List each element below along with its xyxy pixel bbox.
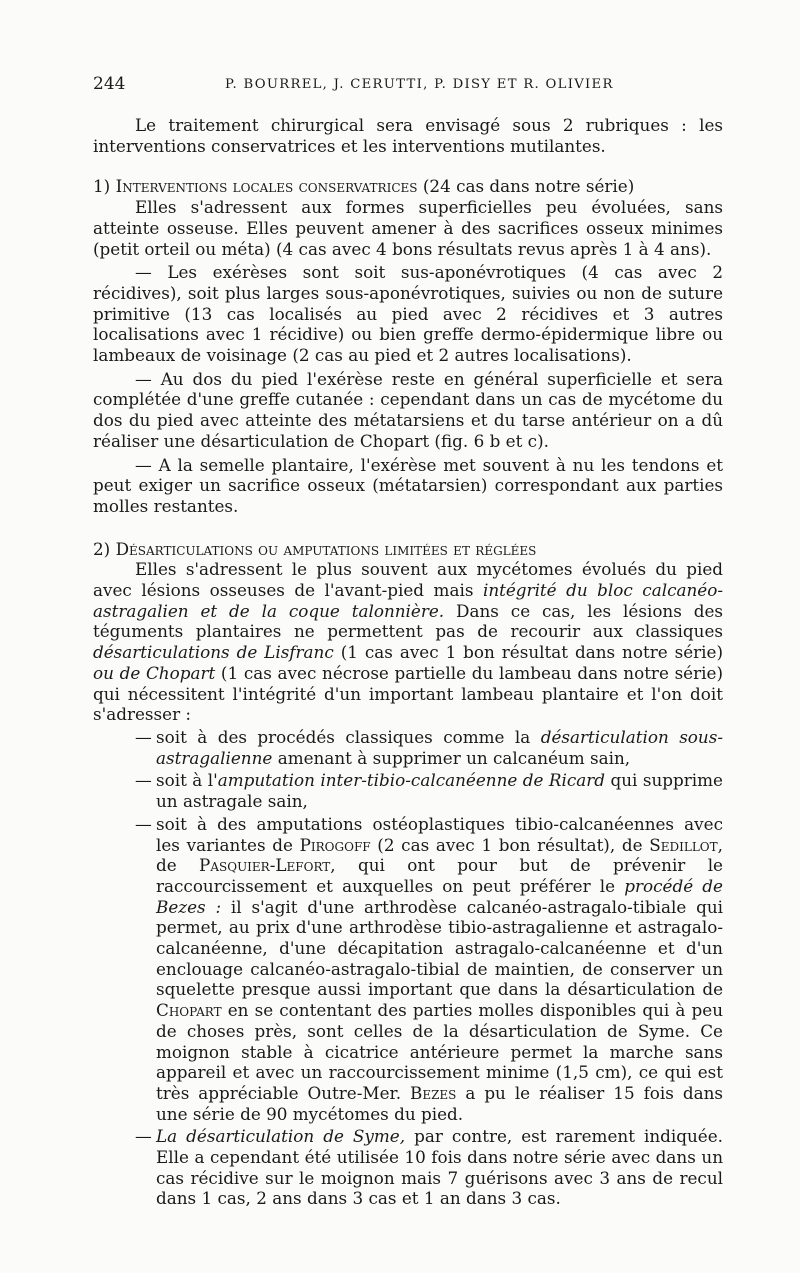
section-2-heading [93,539,723,560]
section-1-paragraph-1: Elles s'adressent aux formes superficielles peu évoluées, sans atteinte osseuse. Elles peuvent amener à des sacrifices osseux minimes (petit orteil ou méta) (4 cas avec 4 bons résultats revus après 1 à 4 ans). [93,197,723,259]
section-1-number: 1) [93,176,111,197]
list-item [93,1126,723,1209]
section-1-paragraph-4: — A la semelle plantaire, l'exérèse met souvent à nu les tendons et peut exiger un sacrifice osseux (métatarsien) correspondant aux parties molles restantes. [93,454,723,516]
list-item-text: soit à l'amputation inter-tibio-calcanéenne de Ricard qui supprime un astragale sain, [156,770,723,812]
list-item [93,727,723,768]
list-item [93,770,723,811]
section-1-subtitle: (24 cas dans notre série) [422,176,635,197]
list-item-text: soit à des amputations ostéoplastiques tibio-calcanéennes avec les variantes de Pirogoff (2 cas avec 1 bon résultat), de Sedillot, de Pasquier-Lefort, qui ont pour but de prévenir le raccourcissement et auxquelles on peut préférer le procédé de Bezes : il s'agit d'une arthrodèse calcanéo-astragalo-tibiale qui permet, au prix d'une arthrodèse tibio-astragalienne et astragalo-calcanéenne, d'une décapitation astragalo-calcanéenne et d'un enclouage calcanéo-astragalo-tibial de maintien, de conserver un squelette presque aussi important que dans la désarticulation de Chopart en se contentant des parties molles disponibles qui à peu de choses près, sont celles de la désarticulation de Syme. Ce moignon stable à cicatrice antérieure permet la marche sans appareil et avec un raccourcissement minime (1,5 cm), ce qui est très appréciable Outre-Mer. Bezes a pu le réaliser 15 fois dans une série de 90 mycétomes du pied. [156,813,724,1124]
list-dash: — [135,770,152,791]
list-dash: — [135,726,152,747]
list-item-text: La désarticulation de Syme, par contre, est rarement indiquée. Elle a cependant été utilisée 10 fois dans notre série avec dans un cas récidive sur le moignon mais 7 guérisons avec 3 ans de recul dans 1 cas, 2 ans dans 3 cas et 1 an dans 3 cas. [156,1126,723,1209]
section-1-title: Interventions locales conservatrices [115,176,418,197]
running-header [93,74,723,102]
section-2-number: 2) [93,538,111,559]
list-item [93,814,723,1125]
document-page [93,74,723,1209]
section-2-title: Désarticulations ou amputations limitées et réglées [115,538,537,559]
list-dash: — [135,813,152,834]
section-1-paragraph-2: — Les exérèses sont soit sus-aponévrotiques (4 cas avec 2 récidives), soit plus larges sous-aponévrotiques, suivies ou non de suture primitive (13 cas localisés au pied avec 2 récidives et 3 autres localisations avec 1 récidive) ou bien greffe dermo-épidermique libre ou lambeaux de voisinage (2 cas au pied et 2 autres localisations). [93,262,723,366]
section-2-paragraph-1: Elles s'adressent le plus souvent aux mycétomes évolués du pied avec lésions osseuses de l'avant-pied mais intégrité du bloc calcanéo-astragalien et de la coque talonnière. Dans ce cas, les lésions des téguments plantaires ne permettent pas de recourir aux classiques désarticulations de Lisfranc (1 cas avec 1 bon résultat dans notre série) ou de Chopart (1 cas avec nécrose partielle du lambeau dans notre série) qui nécessitent l'intégrité d'un important lambeau plantaire et l'on doit s'adresser : [93,559,724,725]
running-title-authors: P. BOURREL, J. CERUTTI, P. DISY ET R. OLIVIER [225,77,614,92]
intro-paragraph: Le traitement chirurgical sera envisagé sous 2 rubriques : les interventions conservatrices et les interventions mutilantes. [93,115,723,156]
list-dash: — [135,1126,152,1147]
list-item-text: soit à des procédés classiques comme la désarticulation sous-astragalienne amenant à supprimer un calcanéum sain, [156,726,723,768]
page-number: 244 [93,74,126,94]
section-1-heading [93,176,723,197]
section-1-paragraph-3: — Au dos du pied l'exérèse reste en général superficielle et sera complétée d'une greffe cutanée : cependant dans un cas de mycétome du dos du pied avec atteinte des métatarsiens et du tarse antérieur on a dû réaliser une désarticulation de Chopart (fig. 6 b et c). [93,368,723,451]
